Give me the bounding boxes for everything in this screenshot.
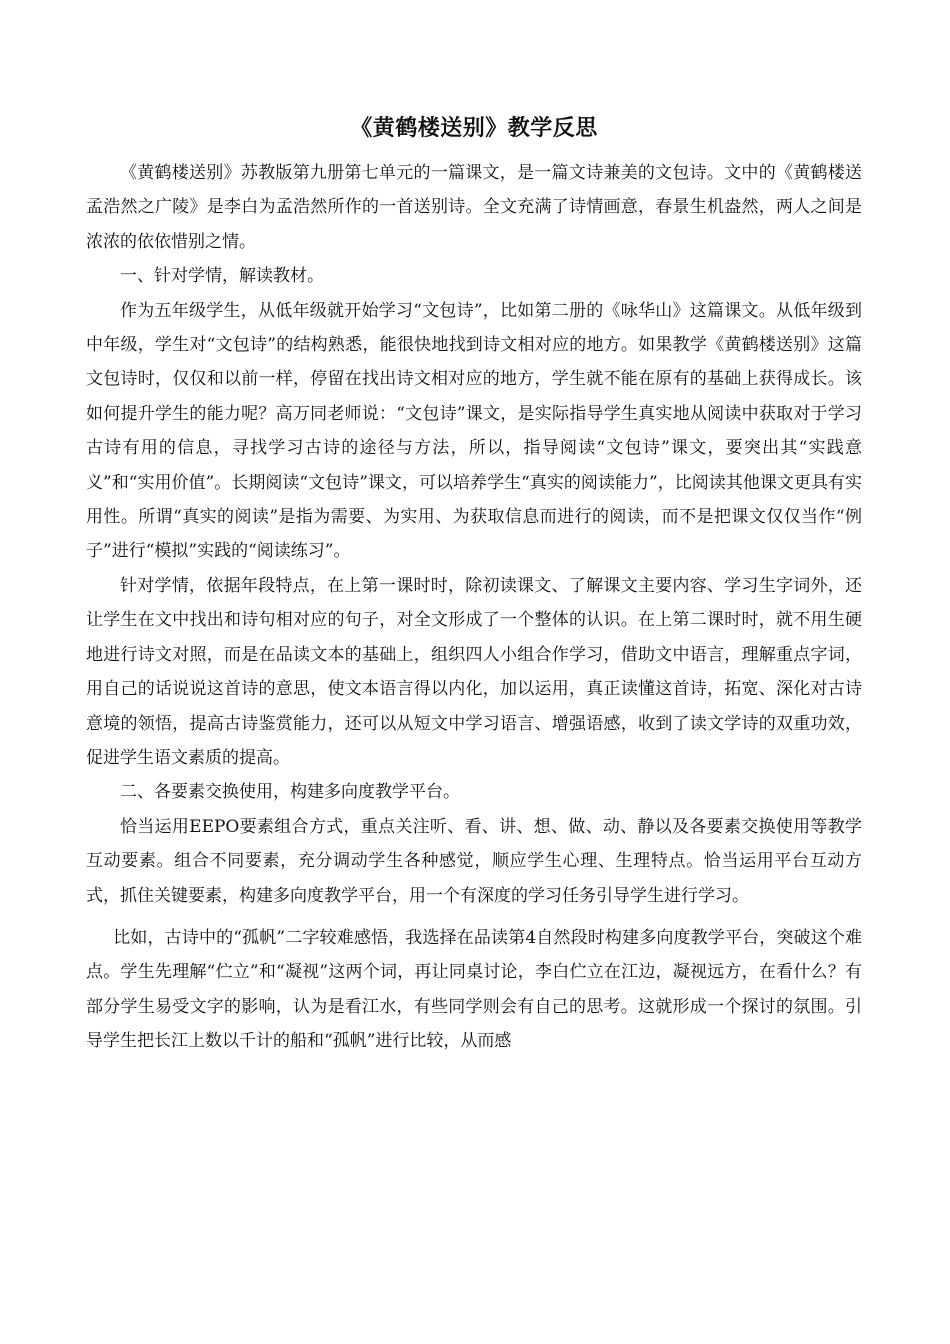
paragraph-intro: 《黄鹤楼送别》苏教版第九册第七单元的一篇课文，是一篇文诗兼美的文包诗。文中的《黄鹤楼送孟浩然之广陵》是李白为孟浩然所作的一首送别诗。全文充满了诗情画意，春景生机盎然，两人之间是浓浓的依依惜别之情。 bbox=[86, 163, 862, 252]
paragraph-section-1-a: 作为五年级学生，从低年级就开始学习“文包诗”，比如第二册的《咏华山》这篇课文。从低年级到中年级，学生对“文包诗”的结构熟悉，能很快地找到诗文相对应的地方。如果教学《黄鹤楼送别》这篇文包诗时，仅仅和以前一样，停留在找出诗文相对应的地方，学生就不能在原有的基础上获得成长。该如何提升学生的能力呢？高万同老师说：“文包诗”课文，是实际指导学生真实地从阅读中获取对于学习古诗有用的信息，寻找学习古诗的途径与方法，所以，指导阅读“文包诗”课文，要突出其“实践意义”和“实用价值”。长期阅读“文包诗”课文，可以培养学生“真实的阅读能力”，比阅读其他课文更具有实用性。所谓“真实的阅读”是指为需要、为实用、为获取信息而进行的阅读，而不是把课文仅仅当作“例子”进行“模拟”实践的“阅读练习”。 bbox=[86, 300, 862, 562]
section-heading-1: 一、针对学情，解读教材。 bbox=[120, 266, 324, 287]
paragraph-section-2-a: 恰当运用EEPO要素组合方式，重点关注听、看、讲、想、做、动、静以及各要素交换使用等教学互动要素。组合不同要素，充分调动学生各种感觉，顺应学生心理、生理特点。恰当运用平台互动方式，抓住关键要素，构建多向度教学平台，用一个有深度的学习任务引导学生进行学习。 bbox=[86, 816, 862, 906]
section-heading-2: 二、各要素交换使用，构建多向度教学平台。 bbox=[120, 782, 460, 803]
paragraph-section-2-b: 比如，古诗中的“孤帆”二字较难感悟，我选择在品读第4自然段时构建多向度教学平台，突破这个难点。学生先理解“伫立”和“凝视”这两个词，再让同桌讨论，李白伫立在江边，凝视远方，在看什么？有部分学生易受文字的影响，认为是看江水，有些同学则会有自己的思考。这就形成一个探讨的氛围。引导学生把长江上数以千计的船和“孤帆”进行比较，从而感 bbox=[86, 927, 862, 1052]
paragraph-section-1-b: 针对学情，依据年段特点，在上第一课时时，除初读课文、了解课文主要内容、学习生字词外，还让学生在文中找出和诗句相对应的句子，对全文形成了一个整体的认识。在上第二课时时，就不用生硬地进行诗文对照，而是在品读文本的基础上，组织四人小组合作学习，借助文中语言，理解重点字词，用自己的话说说这首诗的意思，使文本语言得以内化，加以运用，真正读懂这首诗，拓宽、深化对古诗意境的领悟，提高古诗鉴赏能力，还可以从短文中学习语言、增强语感，收到了读文学诗的双重功效，促进学生语文素质的提高。 bbox=[86, 575, 862, 768]
document-title: 《黄鹤楼送别》教学反思 bbox=[350, 115, 598, 141]
paragraph-gap bbox=[86, 913, 862, 921]
document-page bbox=[86, 108, 862, 1059]
